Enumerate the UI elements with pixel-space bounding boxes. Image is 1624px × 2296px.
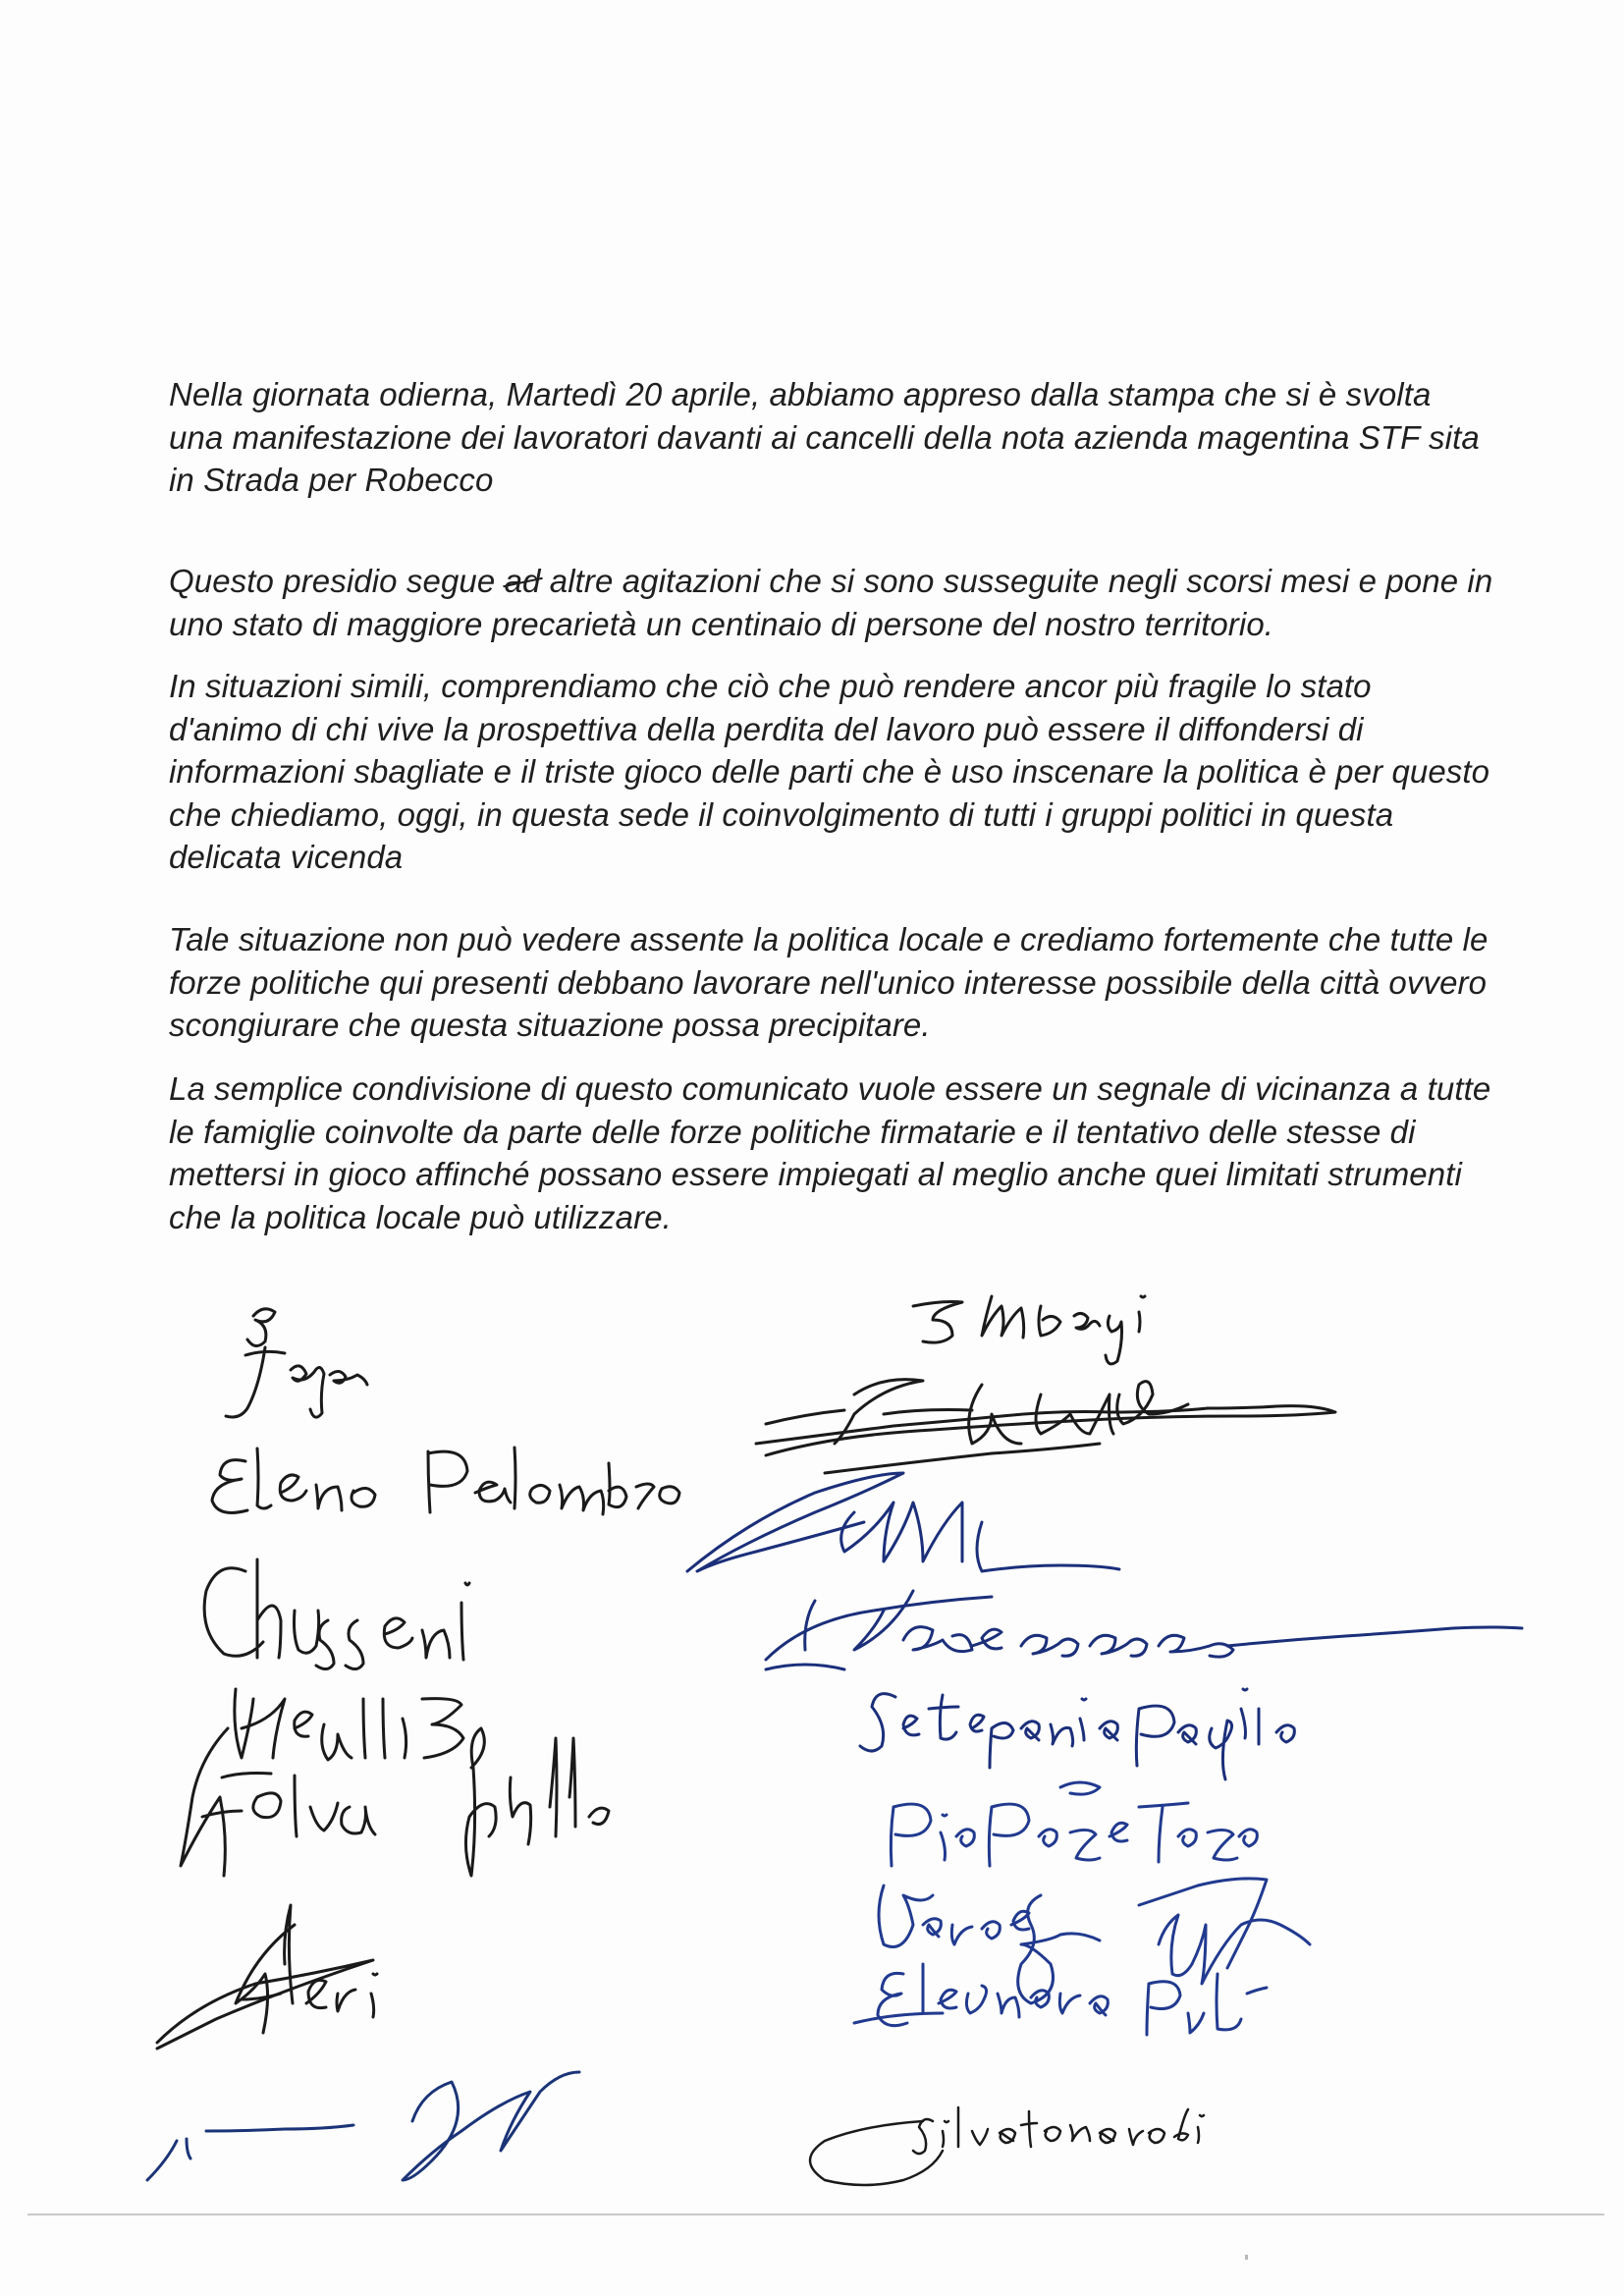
signature-left-2 bbox=[212, 1448, 679, 1514]
text-line: Tale situazione non può vedere assente la politica locale e crediamo fortemente che tutte le bbox=[169, 921, 1489, 957]
signature-left-1 bbox=[226, 1309, 367, 1417]
signature-right-2 bbox=[756, 1380, 1335, 1473]
text-line: uno stato di maggiore precarietà un centinaio di persone del nostro territorio. bbox=[169, 605, 1274, 642]
signature-left-5 bbox=[181, 1728, 609, 1876]
signature-right-7 bbox=[879, 1879, 1310, 2003]
text-line: scongiurare che questa situazione possa precipitare. bbox=[169, 1007, 931, 1043]
text-line: Nella giornata odierna, Martedì 20 aprile, abbiamo appreso dalla stampa che si è svolta bbox=[169, 376, 1432, 412]
text-line: informazioni sbagliate e il triste gioco delle parti che è uso inscenare la politica è per questo bbox=[169, 753, 1490, 790]
text-line: forze politiche qui presenti debbano lavorare nell'unico interesse possibile della città ovvero bbox=[169, 963, 1488, 1001]
signature-right-3 bbox=[687, 1473, 1119, 1571]
signature-left-3 bbox=[204, 1559, 469, 1669]
struck-text: ad bbox=[504, 563, 541, 599]
signature-right-1 bbox=[913, 1296, 1145, 1364]
text-line: una manifestazione dei lavoratori davanti ai cancelli della nota azienda magentina STF sita bbox=[169, 418, 1480, 456]
text-line: d'animo di chi vive la prospettiva della perdita del lavoro può essere il diffondersi di bbox=[169, 710, 1364, 747]
scan-speck bbox=[1245, 2255, 1248, 2260]
text-line: che la politica locale può utilizzare. bbox=[169, 1198, 672, 1235]
text-line: La semplice condivisione di questo comunicato vuole essere un segnale di vicinanza a tutte bbox=[169, 1070, 1491, 1107]
text-line: In situazioni simili, comprendiamo che ciò che può rendere ancor più fragile lo stato bbox=[169, 668, 1372, 704]
signature-right-6 bbox=[891, 1782, 1257, 1866]
signature-right-5 bbox=[860, 1689, 1294, 1779]
text-line: in Strada per Robecco bbox=[169, 462, 494, 498]
text-line: mettersi in gioco affinché possano essere impiegati al meglio anche quei limitati strumenti bbox=[169, 1156, 1462, 1192]
signature-left-7 bbox=[147, 2072, 579, 2180]
signature-left-6 bbox=[157, 1905, 377, 2049]
text-line: che chiediamo, oggi, in questa sede il coinvolgimento di tutti i gruppi politici in questa bbox=[169, 795, 1394, 833]
text-line: le famiglie coinvolte da parte delle forze politiche firmatarie e il tentativo delle stesse di bbox=[169, 1113, 1416, 1150]
signature-left-4 bbox=[222, 1689, 463, 1777]
signature-right-9 bbox=[810, 2107, 1204, 2185]
text-segment: Questo presidio segue bbox=[169, 563, 505, 599]
text-segment: altre agitazioni che si sono susseguite negli scorsi mesi e pone in bbox=[540, 563, 1493, 599]
text-line: delicata vicenda bbox=[169, 839, 404, 875]
page-bottom-rule bbox=[27, 2214, 1604, 2215]
signature-right-4 bbox=[766, 1591, 1522, 1669]
